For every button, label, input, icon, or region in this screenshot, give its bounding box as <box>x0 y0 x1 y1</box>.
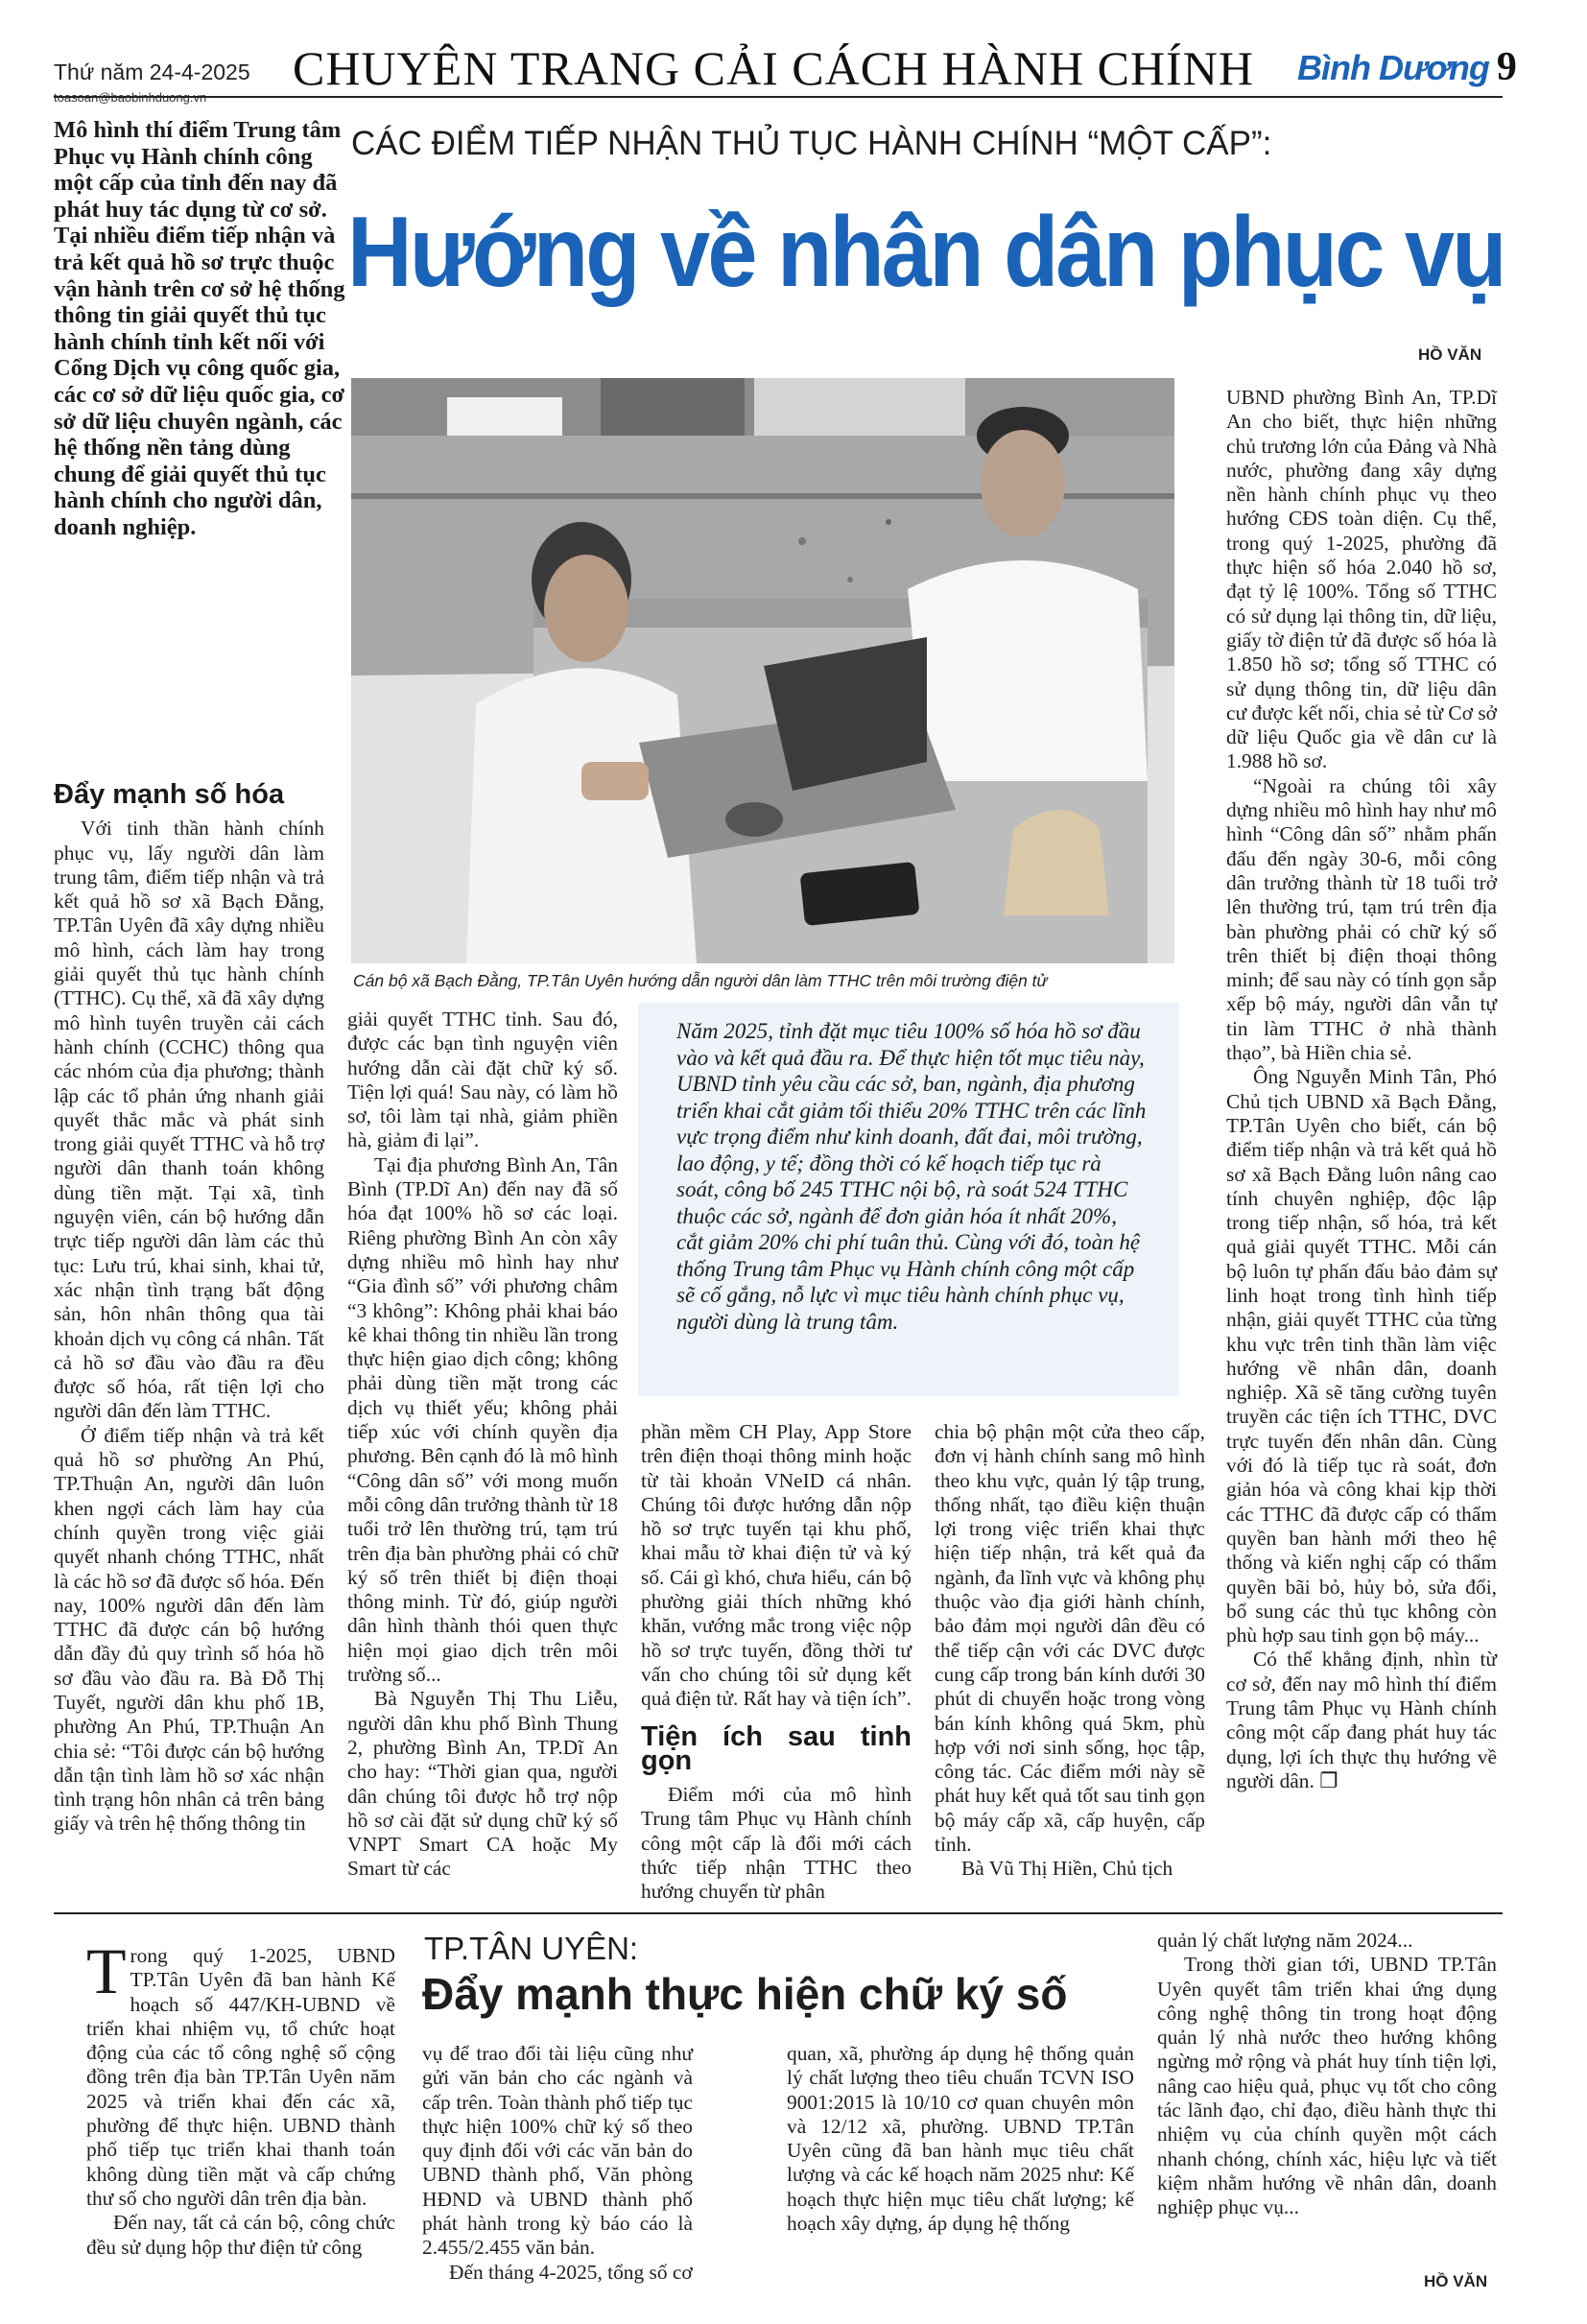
brand-name: Bình Dương <box>1297 48 1489 87</box>
body-paragraph: quản lý chất lượng năm 2024... <box>1157 1929 1413 1952</box>
article-divider <box>54 1912 1503 1914</box>
lead-paragraph: Mô hình thí điểm Trung tâm Phục vụ Hành chính công một cấp của tỉnh đến nay đã phát huy tác dụng từ cơ sở. Tại nhiều điểm tiếp nhận và trả kết quả hồ sơ trực thuộc vận hành trên cơ sở hệ thống thông tin giải quyết thủ tục hành chính tỉnh kết nối với Cổng Dịch vụ công quốc gia, các cơ sở dữ liệu quốc gia, cơ sở dữ liệu chuyên ngành, các hệ thống nền tảng dùng chung để giải quyết thủ tục hành chính cho người dân, doanh nghiệp. <box>54 117 345 540</box>
article2-byline: HỒ VĂN <box>1424 2272 1488 2290</box>
article-column-2 <box>347 1008 618 1882</box>
body-paragraph: UBND phường Bình An, TP.Dĩ An cho biết, thực hiện những chủ trương lớn của Đảng và Nhà nước, phường đang xây dựng nền hành chính phục vụ theo hướng CĐS toàn diện. Cụ thể, trong quý 1-2025, phường đã thực hiện số hóa 2.040 hồ sơ, đạt tỷ lệ 100%. Tổng số TTHC có sử dụng lại thông tin, dữ liệu, giấy tờ điện tử đã được số hóa là 1.850 hồ sơ; tổng số TTHC có sử dụng thông tin, dữ liệu dân cư được kết nối, chia sẻ từ Cơ sở dữ liệu Quốc gia về dân cư là 1.988 hồ sơ. <box>1226 386 1497 773</box>
body-paragraph: Với tinh thần hành chính phục vụ, lấy người dân làm trung tâm, điểm tiếp nhận và trả kết quả hồ sơ xã Bạch Đằng, TP.Tân Uyên đã xây dựng nhiều mô hình, cách làm hay trong giải quyết thủ tục hành chính (TTHC). Cụ thể, xã đã xây dựng mô hình tuyên truyền cải cách hành chính (CCHC) thông qua các nhóm của địa phương; thành lập các tổ phản ứng nhanh giải quyết thắc mắc và phát sinh trong giải quyết TTHC và hỗ trợ người dân thanh toán không dùng tiền mặt. Tại xã, tình nguyện viên, cán bộ hướng dẫn trực tiếp người dân làm các thủ tục: Lưu trú, khai sinh, khai tử, xác nhận tình trạng bất động sản, hôn nhân thông qua tài khoản dịch vụ công cá nhân. Tất cả hồ sơ đầu vào đầu ra đều được số hóa, rất tiện lợi cho người dân đến làm TTHC. <box>54 817 324 1423</box>
photo-illustration <box>351 378 1174 963</box>
article2-column-2 <box>422 2042 693 2285</box>
page-number: 9 <box>1496 45 1517 89</box>
body-paragraph: chia bộ phận một cửa theo cấp, đơn vị hành chính sang mô hình theo khu vực, quản lý tập trung, thống nhất, tạo điều kiện thuận lợi trong việc triển khai thực hiện tiếp nhận, trả kết quả đa ngành, đa lĩnh vực và không phụ thuộc vào địa giới hành chính, bảo đảm mọi người dân đều có thể tiếp cận với các DVC được cung cấp trong bán kính dưới 30 phút di chuyển hoặc trong vòng bán kính không quá 5km, phù hợp với nơi sinh sống, học tập, công tác. Các điểm mới này sẽ phát huy kết quả tốt sau tinh gọn bộ máy cấp xã, cấp huyện, cấp tỉnh. <box>935 1420 1205 1857</box>
article-photo <box>351 378 1174 963</box>
body-paragraph: Tại địa phương Bình An, Tân Bình (TP.Dĩ An) đến nay đã số hóa đạt 100% hồ sơ các loại. Riêng phường Bình An còn xây dựng nhiều mô hình hay như “Gia đình số” với phương châm “3 không”: Không phải khai báo kê khai thông tin nhiều lần trong thực hiện giao dịch công; không phải dùng tiền mặt trong các dịch vụ thiết yếu; không phải tiếp xúc với chính quyền địa phương. Bên cạnh đó là mô hình “Công dân số” với mong muốn mỗi công dân trưởng thành từ 18 tuổi trở lên thường trú, tạm trú trên địa bàn phường phải có chữ ký số trên thiết bị điện thoại thông minh. Từ đó, giúp người dân hình thành thói quen thực hiện mọi giao dịch trên môi trường số... <box>347 1152 618 1687</box>
article2-column-1 <box>86 1934 395 2260</box>
body-paragraph: Điểm mới của mô hình Trung tâm Phục vụ Hành chính công một cấp là đổi mới cách thức tiếp nhận TTHC theo hướng chuyển từ phân <box>641 1783 912 1904</box>
body-paragraph: giải quyết TTHC tỉnh. Sau đó, được các bạn tình nguyện viên hướng dẫn cài đặt chữ ký số. Tiện lợi quá! Sau này, có làm hồ sơ, tôi làm tại nhà, giảm phiền hà, giảm đi lại”. <box>347 1008 618 1152</box>
article-column-4 <box>935 1420 1205 1882</box>
photo-caption: Cán bộ xã Bạch Đằng, TP.Tân Uyên hướng dẫn người dân làm TTHC trên môi trường điện tử <box>353 971 1048 990</box>
subheading-tien-ich-sau-tinh-gon: Tiện ích sau tinh gọn <box>641 1720 912 1776</box>
article-column-1 <box>54 777 324 1837</box>
body-paragraph: “Ngoài ra chúng tôi xây dựng nhiều mô hình hay như mô hình “Công dân số” nhằm phấn đấu đến ngày 30-6, mỗi công dân trưởng thành từ 18 tuổi trở lên thường trú, tạm trú trên địa bàn phường phải có chữ ký số trên thiết bị điện thoại thông minh; để sau này có tính gọn sắp xếp bộ máy, người dân vẫn tự tin làm TTHC ở nhà thành thạo”, bà Hiền chia sẻ. <box>1226 773 1497 1065</box>
end-mark-icon: ❐ <box>1319 1768 1338 1792</box>
article-kicker: CÁC ĐIỂM TIẾP NHẬN THỦ TỤC HÀNH CHÍNH “MỘT CẤP”: <box>351 125 1272 162</box>
highlight-box-text: Năm 2025, tỉnh đặt mục tiêu 100% số hóa hồ sơ đầu vào và kết quả đầu ra. Để thực hiện tốt mục tiêu này, UBND tỉnh yêu cầu các sở, ban, ngành, địa phương triển khai cắt giảm tối thiểu 20% TTHC trên các lĩnh vực trọng điểm như kinh doanh, đất đai, môi trường, lao động, y tế; đồng thời có kế hoạch tiếp tục rà soát, công bố 245 TTHC nội bộ, rà soát 524 TTHC thuộc các sở, ngành để đơn giản hóa ít nhất 20%, cắt giảm 20% chi phí tuân thủ. Cùng với đó, toàn hệ thống Trung tâm Phục vụ Hành chính công một cấp sẽ cố gắng, nỗ lực vì mục tiêu hành chính phục vụ, người dùng là trung tâm. <box>676 1019 1147 1334</box>
article2-body-first: rong quý 1-2025, UBND TP.Tân Uyên đã ban hành Kế hoạch số 447/KH-UBND về triển khai nhiệm vụ, tổ chức hoạt động của các tổ công nghệ số cộng đồng trên địa bàn TP.Tân Uyên năm 2025 và triển khai đến các xã, phường để thực hiện. UBND thành phố tiếp tục triển khai thanh toán không dùng tiền mặt và cấp chứng thư số cho người dân trên địa bàn. <box>86 1944 395 2210</box>
article2-column-4 <box>1157 1929 1497 2220</box>
issue-date: Thứ năm 24-4-2025 <box>54 59 250 84</box>
body-paragraph: Bà Vũ Thị Hiền, Chủ tịch <box>961 1857 1173 1881</box>
article-byline: HỒ VĂN <box>1418 345 1482 364</box>
closing-paragraph: Có thể khẳng định, nhìn từ cơ sở, đến nay mô hình thí điểm Trung tâm Phục vụ Hành chính công một cấp đang phát huy tác dụng, lợi ích thực thụ hướng về người dân. <box>1226 1648 1497 1792</box>
body-paragraph: phần mềm CH Play, App Store trên điện thoại thông minh hoặc từ tài khoản VNeID cá nhân. Chúng tôi được hướng dẫn nộp hồ sơ trực tuyến tại khu phố, khai mẫu tờ khai điện tử và ký số. Cái gì khó, chưa hiểu, cán bộ phường giải thích những khó khăn, vướng mắc trong việc nộp hồ sơ trực tuyến, đồng thời tư vấn cho chúng tôi sử dụng kết quả điện tử. Rất hay và tiện ích”. <box>641 1420 912 1711</box>
body-paragraph: Trong thời gian tới, UBND TP.Tân Uyên quyết tâm triển khai ứng dụng công nghệ thông tin trong hoạt động quản lý nhà nước theo hướng không ngừng mở rộng và phát huy tính tiện lợi, nâng cao hiệu quả, phục vụ tốt cho công tác lãnh đạo, chỉ đạo, điều hành thực thi nhiệm vụ của chính quyền một cách nhanh chóng, chính xác, hiệu lực và tiết kiệm nhằm hướng về nhân dân, doanh nghiệp phục vụ... <box>1157 1953 1497 2219</box>
subheading-day-manh-so-hoa: Đẩy mạnh số hóa <box>54 779 285 810</box>
masthead-rule <box>54 96 1503 98</box>
article-headline: Hướng về nhân dân phục vụ <box>347 197 1504 308</box>
article-column-5 <box>1226 386 1497 1793</box>
article2-column-3 <box>787 2042 1134 2236</box>
body-paragraph: Bà Nguyễn Thị Thu Liễu, người dân khu phố Bình Thung 2, phường Bình An, TP.Dĩ An cho hay: “Thời gian qua, người dân chúng tôi được hỗ trợ nộp hồ sơ cài đặt sử dụng chữ ký số VNPT Smart CA hoặc My Smart từ các <box>347 1687 618 1881</box>
section-title: CHUYÊN TRANG CẢI CÁCH HÀNH CHÍNH <box>293 41 1254 95</box>
article2-kicker: TP.TÂN UYÊN: <box>424 1931 639 1966</box>
body-paragraph: Đến nay, tất cả cán bộ, công chức đều sử dụng hộp thư điện tử công <box>86 2211 395 2259</box>
body-paragraph: Đến tháng 4-2025, tổng số cơ <box>449 2260 693 2284</box>
article-column-3 <box>641 1420 912 1905</box>
body-paragraph: Ở điểm tiếp nhận và trả kết quả hồ sơ phường An Phú, TP.Thuận An, người dân luôn khen ngợi cách làm hay của chính quyền trong việc giải quyết nhanh chóng TTHC, nhất là các hồ sơ đã được số hóa. Đến nay, 100% người dân đến làm TTHC đã được cán bộ hướng dẫn đầy đủ quy trình số hóa hồ sơ đầu vào đầu ra. Bà Đỗ Thị Tuyết, người dân khu phố 1B, phường An Phú, TP.Thuận An chia sẻ: “Tôi được cán bộ hướng dẫn tận tình làm hồ sơ xác nhận tình trạng hôn nhân cả trên bảng giấy và trên hệ thống thông tin <box>54 1423 324 1836</box>
highlight-box <box>638 1003 1179 1396</box>
body-paragraph: vụ để trao đổi tài liệu cũng như gửi văn bản cho các ngành và cấp trên. Toàn thành phố tiếp tục thực hiện 100% chữ ký số theo quy định đối với các văn bản do UBND thành phố, Văn phòng HĐND và UBND thành phố phát hành trong kỳ báo cáo là 2.455/2.455 văn bản. <box>422 2042 693 2260</box>
dropcap: T <box>86 1934 127 2007</box>
body-paragraph: Ông Nguyễn Minh Tân, Phó Chủ tịch UBND xã Bạch Đằng, TP.Tân Uyên cho biết, cán bộ điểm tiếp nhận và trả kết quả hồ sơ xã Bạch Đằng luôn nâng cao tính chuyên nghiệp, độc lập trong tiếp nhận, số hóa, trả kết quả giải quyết TTHC. Mỗi cán bộ luôn tự phấn đấu bảo đảm sự linh hoạt trong tình hình tiếp nhận, giải quyết TTHC của từng khu vực trên tinh thần làm việc hướng về nhân dân, doanh nghiệp. Xã sẽ tăng cường tuyên truyền các tiện ích TTHC, DVC trực tuyến đến nhân dân. Cùng với đó là tiếp tục rà soát, đơn giản hóa và công khai kịp thời các TTHC đã được cấp có thẩm quyền ban hành mới theo hệ thống và kiến nghị cấp có thẩm quyền bãi bỏ, hủy bỏ, sửa đổi, bổ sung các thủ tục không còn phù hợp sau tinh gọn bộ máy... <box>1226 1065 1497 1648</box>
body-paragraph: quan, xã, phường áp dụng hệ thống quản lý chất lượng theo tiêu chuẩn TCVN ISO 9001:2015 là 10/10 cơ quan chuyên môn và 12/12 xã, phường. UBND TP.Tân Uyên cũng đã ban hành mục tiêu chất lượng và các kế hoạch năm 2025 như: Kế hoạch thực hiện mục tiêu chất lượng; kế hoạch xây dựng, áp dụng hệ thống <box>787 2042 1134 2236</box>
body-paragraph <box>1226 1648 1497 1793</box>
article2-headline: Đẩy mạnh thực hiện chữ ký số <box>422 1969 1068 2019</box>
brand-logo <box>1297 44 1517 90</box>
body-paragraph <box>86 1934 395 2211</box>
